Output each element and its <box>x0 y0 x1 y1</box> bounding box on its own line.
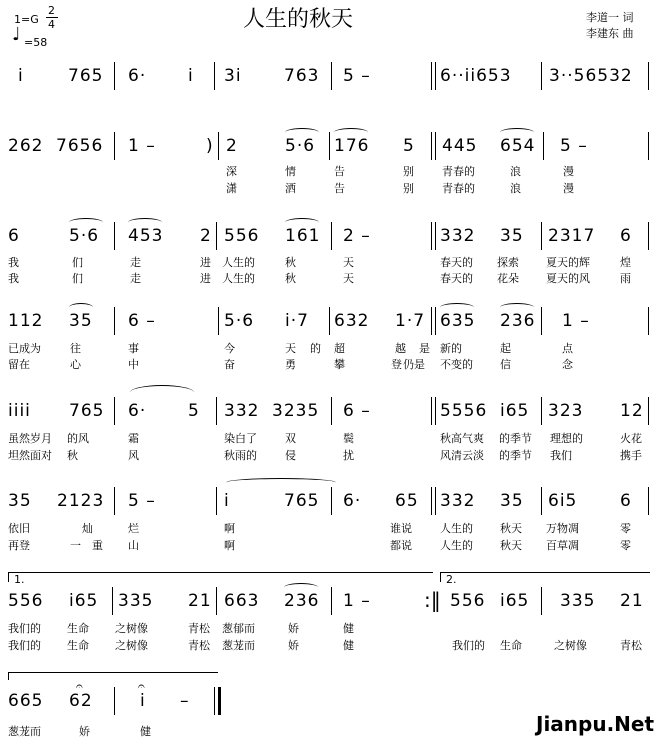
note-group: 7656 <box>56 136 104 156</box>
lyric: 携手 <box>620 449 642 462</box>
note-group: 332 <box>440 491 476 511</box>
lyric: 健 <box>343 622 354 635</box>
note-group: 35 <box>500 491 524 511</box>
lyric: 超 <box>334 342 345 355</box>
lyric: 深 <box>226 165 237 178</box>
lyric: 火花 <box>620 432 642 445</box>
note-group: 35 <box>8 491 32 511</box>
lyric: 天 <box>285 342 296 355</box>
lyric: 情 <box>285 165 296 178</box>
note-group: ) <box>206 136 214 156</box>
lyric: 夏天的风 <box>546 272 590 285</box>
lyric: 是 <box>419 342 430 355</box>
note-group: 6 <box>620 491 632 511</box>
fermata-icon: 𝄐 <box>76 679 83 693</box>
note-group: 112 <box>8 311 44 331</box>
note-group: 556 <box>224 226 260 246</box>
note-group: i <box>18 66 24 86</box>
lyric: 鬓 <box>343 432 354 445</box>
lyric: 啊 <box>224 522 235 535</box>
lyric: 我 <box>8 272 19 285</box>
lyric: 山 <box>128 539 139 552</box>
note-group: 1·7 <box>395 311 426 331</box>
note-group: i65 <box>69 591 99 611</box>
lyric: 别 <box>403 182 414 195</box>
note-group: 62 <box>69 691 93 711</box>
lyric: 青春的 <box>442 165 475 178</box>
lyric: 人生的 <box>222 256 255 269</box>
lyric: 生命 <box>500 639 522 652</box>
lyric: 的季节 <box>499 432 532 445</box>
note-group: 663 <box>224 591 260 611</box>
note-group: 6··ii653 <box>440 66 512 86</box>
note-group: 236 <box>500 311 536 331</box>
lyric: 依旧 <box>8 522 30 535</box>
lyric: 仍是 <box>403 358 425 371</box>
lyric: 告 <box>334 165 345 178</box>
lyric: 的风 <box>67 432 89 445</box>
lyric: 天 <box>343 256 354 269</box>
note-group: 335 <box>560 591 596 611</box>
lyric: 烂 <box>128 522 139 535</box>
lyric: 心 <box>70 358 81 371</box>
lyric: 风 <box>128 449 139 462</box>
lyric: 秋天 <box>500 522 522 535</box>
note-group: 635 <box>440 311 476 331</box>
note-group: 35 <box>500 226 524 246</box>
note-group: 5·6 <box>224 311 255 331</box>
lyric: 我 <box>8 256 19 269</box>
lyric: 之树像 <box>115 639 148 652</box>
lyric: 攀 <box>334 358 345 371</box>
repeat-sign: :‖ <box>424 588 441 612</box>
note-group: i <box>140 691 146 711</box>
lyric: 告 <box>334 182 345 195</box>
note-group: 763 <box>284 66 320 86</box>
note-group: 2123 <box>57 491 105 511</box>
lyric: 再登 <box>8 539 30 552</box>
note-group: 665 <box>8 691 44 711</box>
lyric: 零 <box>620 522 631 535</box>
note-group: 262 <box>8 136 44 156</box>
lyric: 不变的 <box>440 358 473 371</box>
lyric: 念 <box>562 358 573 371</box>
lyric: 已成为 <box>8 342 41 355</box>
volta-1: 1. <box>14 573 25 586</box>
lyric: 青春的 <box>442 182 475 195</box>
lyric: 谁说 <box>390 522 412 535</box>
note-group: 332 <box>224 401 260 421</box>
lyric: 秋天 <box>500 539 522 552</box>
time-sig-bottom: 4 <box>48 18 55 31</box>
lyric: 春天的 <box>440 272 473 285</box>
lyric: 进 <box>200 272 211 285</box>
lyric: 侵 <box>285 449 296 462</box>
lyric: 坦然面对 <box>8 449 52 462</box>
note-group: 21 <box>620 591 644 611</box>
note-group: 65 <box>395 491 419 511</box>
lyric: 事 <box>128 342 139 355</box>
lyric: 中 <box>128 358 139 371</box>
lyric: 娇 <box>288 639 299 652</box>
note-group: 6 – <box>343 401 371 421</box>
note-group: 2317 <box>548 226 596 246</box>
fermata-icon: 𝄐 <box>138 679 145 693</box>
time-sig-top: 2 <box>48 4 55 17</box>
note-group: 21 <box>188 591 212 611</box>
lyric: 起 <box>500 342 511 355</box>
note-group: 556 <box>8 591 44 611</box>
note-group: 556 <box>450 591 486 611</box>
lyric: 葱茏而 <box>222 639 255 652</box>
lyric: 探索 <box>497 256 519 269</box>
lyric: 天 <box>343 272 354 285</box>
lyric: 新的 <box>440 342 462 355</box>
note-group: 1 – <box>128 136 156 156</box>
lyric: 留在 <box>8 358 30 371</box>
lyric: 夏天的辉 <box>546 256 590 269</box>
note-group: i·7 <box>285 311 309 331</box>
lyric: 娇 <box>288 622 299 635</box>
lyric: 之树像 <box>115 622 148 635</box>
note-group: 161 <box>285 226 321 246</box>
note-group: 2 – <box>343 226 371 246</box>
lyric: 奋 <box>224 358 235 371</box>
note-group: iiii <box>8 401 31 421</box>
lyric: 勇 <box>285 358 296 371</box>
lyric: 走 <box>130 256 141 269</box>
lyric: 花朵 <box>497 272 519 285</box>
lyric: 们 <box>72 256 83 269</box>
lyric: 人生的 <box>440 522 473 535</box>
note-group: 6i5 <box>548 491 578 511</box>
lyric: 秋 <box>285 256 296 269</box>
note-group: 5·6 <box>69 226 100 246</box>
lyric: 染白了 <box>224 432 257 445</box>
lyricist: 李道一 词 <box>586 11 634 24</box>
lyric: 信 <box>500 358 511 371</box>
note-group: 335 <box>118 591 154 611</box>
note-group: 176 <box>334 136 370 156</box>
watermark: Jianpu.Net <box>536 712 655 736</box>
note-group: 3i <box>224 66 242 86</box>
note-group: 5 <box>188 401 200 421</box>
note-group: 12 <box>620 401 644 421</box>
lyric: 秋 <box>285 272 296 285</box>
note-group: i65 <box>500 591 530 611</box>
note-group: 6· <box>343 491 362 511</box>
lyric: 啊 <box>224 539 235 552</box>
lyric: 登 <box>391 358 402 371</box>
note-group: i <box>224 491 230 511</box>
lyric: 葱茏而 <box>8 725 41 738</box>
note-group: 5556 <box>440 401 488 421</box>
lyric: 之树像 <box>554 639 587 652</box>
note-group: i65 <box>500 401 530 421</box>
lyric: 生命 <box>67 639 89 652</box>
lyric: 双 <box>285 432 296 445</box>
note-group: 323 <box>548 401 584 421</box>
note-group: 765 <box>69 401 105 421</box>
lyric: 漫 <box>563 182 574 195</box>
lyric: 一 <box>70 539 81 552</box>
lyric: 走 <box>130 272 141 285</box>
note-group: 2 <box>226 136 238 156</box>
lyric: 风清云淡 <box>440 449 484 462</box>
note-group: 6· <box>128 66 147 86</box>
lyric: 娇 <box>79 725 90 738</box>
note-group: 1 – <box>343 591 371 611</box>
note-group: 5 – <box>343 66 371 86</box>
lyric: 青松 <box>188 622 210 635</box>
note-group: 453 <box>128 226 164 246</box>
lyric: 的季节 <box>499 449 532 462</box>
lyric: 健 <box>343 639 354 652</box>
note-group: 5 – <box>128 491 156 511</box>
lyric: 浪 <box>510 165 521 178</box>
note-group: 5·6 <box>285 136 316 156</box>
note-group: 654 <box>500 136 536 156</box>
lyric: 的 <box>310 342 321 355</box>
lyric: 万物凋 <box>546 522 579 535</box>
lyric: 浪 <box>510 182 521 195</box>
lyric: 漫 <box>563 165 574 178</box>
note-group: 1 – <box>562 311 590 331</box>
lyric: 虽然岁月 <box>8 432 52 445</box>
note-group: 765 <box>68 66 104 86</box>
lyric: 秋雨的 <box>224 449 257 462</box>
lyric: 重 <box>92 539 103 552</box>
lyric: 今 <box>224 342 235 355</box>
note-group: 632 <box>334 311 370 331</box>
lyric: 百草凋 <box>546 539 579 552</box>
note-group: 6 <box>620 226 632 246</box>
lyric: 理想的 <box>550 432 583 445</box>
lyric: 人生的 <box>440 539 473 552</box>
quarter-note-icon: ♩ <box>12 24 21 45</box>
lyric: 扰 <box>343 449 354 462</box>
lyric: 春天的 <box>440 256 473 269</box>
lyric: 零 <box>620 539 631 552</box>
lyric: 我们 <box>550 449 572 462</box>
lyric: 洒 <box>285 182 296 195</box>
page-title: 人生的秋天 <box>243 7 354 32</box>
lyric: 我们的 <box>8 622 41 635</box>
key-signature: 1=G <box>14 13 39 26</box>
composer: 李建东 曲 <box>586 27 634 40</box>
lyric: 往 <box>70 342 81 355</box>
note-group: 3235 <box>272 401 320 421</box>
lyric: 葱郁而 <box>222 622 255 635</box>
lyric: 都说 <box>390 539 412 552</box>
note-group: 332 <box>440 226 476 246</box>
lyric: 煌 <box>620 256 631 269</box>
lyric: 秋高气爽 <box>440 432 484 445</box>
lyric: 潇 <box>226 182 237 195</box>
lyric: 青松 <box>620 639 642 652</box>
note-group: 5 – <box>560 136 588 156</box>
lyric: 我们的 <box>452 639 485 652</box>
lyric: 进 <box>200 256 211 269</box>
lyric: 健 <box>140 725 151 738</box>
lyric: 霜 <box>128 432 139 445</box>
lyric: 别 <box>403 165 414 178</box>
note-group: 6 <box>8 226 20 246</box>
lyric: 秋 <box>67 449 78 462</box>
note-group: 6 – <box>128 311 156 331</box>
lyric: 生命 <box>67 622 89 635</box>
lyric: 越 <box>395 342 406 355</box>
lyric: 青松 <box>188 639 210 652</box>
lyric: 点 <box>562 342 573 355</box>
note-group: – <box>180 691 190 711</box>
note-group: 35 <box>69 311 93 331</box>
note-group: 765 <box>284 491 320 511</box>
note-group: 3··56532 <box>549 66 633 86</box>
lyric: 们 <box>72 272 83 285</box>
note-group: 5 <box>403 136 415 156</box>
note-group: 445 <box>442 136 478 156</box>
lyric: 我们的 <box>8 639 41 652</box>
note-group: 236 <box>284 591 320 611</box>
tempo: =58 <box>24 36 48 49</box>
volta-2: 2. <box>446 573 457 586</box>
note-group: 2 <box>200 226 212 246</box>
lyric: 雨 <box>620 272 631 285</box>
note-group: 6· <box>128 401 147 421</box>
lyric: 灿 <box>82 522 93 535</box>
lyric: 人生的 <box>222 272 255 285</box>
note-group: i <box>188 66 194 86</box>
